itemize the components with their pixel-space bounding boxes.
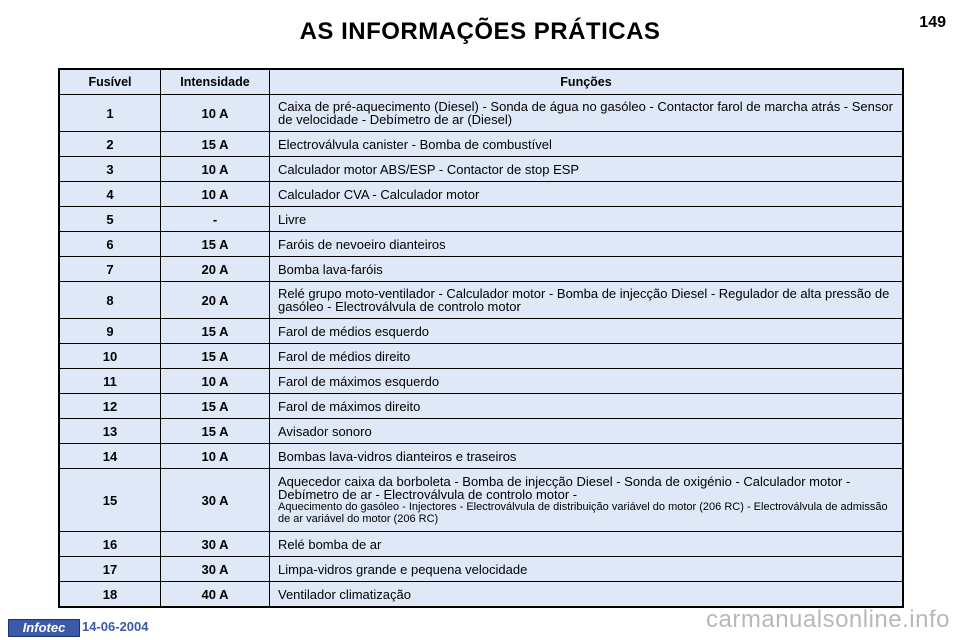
column-header-functions: Funções (270, 69, 904, 95)
fuse-intensity: 30 A (161, 557, 270, 582)
fuse-intensity: 15 A (161, 419, 270, 444)
fuse-functions: Bombas lava-vidros dianteiros e traseiros (270, 444, 904, 469)
fuse-functions: Livre (270, 207, 904, 232)
fuse-intensity: 10 A (161, 182, 270, 207)
table-row (59, 444, 903, 469)
fuse-functions: Ventilador climatização (270, 582, 904, 608)
table-row (59, 207, 903, 232)
fuse-number: 14 (59, 444, 161, 469)
table-row (59, 394, 903, 419)
table-row (59, 282, 903, 319)
table-row (59, 132, 903, 157)
fuse-intensity: 15 A (161, 132, 270, 157)
page-title: AS INFORMAÇÕES PRÁTICAS (299, 18, 661, 45)
fuse-number: 15 (59, 469, 161, 532)
fuse-intensity: 30 A (161, 469, 270, 532)
fuse-functions: Farol de médios direito (270, 344, 904, 369)
table-row (59, 469, 903, 532)
fuse-intensity: 10 A (161, 95, 270, 132)
fuse-number: 18 (59, 582, 161, 608)
table-row (59, 157, 903, 182)
column-header-intensity: Intensidade (161, 69, 270, 95)
fuse-intensity: 10 A (161, 157, 270, 182)
fuse-intensity: 15 A (161, 394, 270, 419)
fuse-functions: Caixa de pré-aquecimento (Diesel) - Sonda de água no gasóleo - Contactor farol de marcha atrás - Sensor de velocidade - Debímetro de ar (Diesel) (270, 95, 904, 132)
fuse-intensity: 30 A (161, 532, 270, 557)
table-row (59, 182, 903, 207)
fuse-number: 8 (59, 282, 161, 319)
fuse-intensity: - (161, 207, 270, 232)
table-row (59, 419, 903, 444)
fuse-functions: Bomba lava-faróis (270, 257, 904, 282)
fuse-functions-extra: Aquecimento do gasóleo - Injectores - Electroválvula de distribuição variável do motor (206 RC) - Electroválvula de admissão de ar variável do motor (206 RC) (278, 501, 888, 525)
fuse-intensity: 20 A (161, 282, 270, 319)
fuse-number: 3 (59, 157, 161, 182)
table-row (59, 95, 903, 132)
fuse-number: 5 (59, 207, 161, 232)
fuse-intensity: 15 A (161, 344, 270, 369)
fuse-intensity: 20 A (161, 257, 270, 282)
fuse-intensity: 15 A (161, 319, 270, 344)
fuse-number: 4 (59, 182, 161, 207)
fuse-number: 6 (59, 232, 161, 257)
table-row (59, 582, 903, 608)
fuse-number: 13 (59, 419, 161, 444)
fuse-number: 16 (59, 532, 161, 557)
fuse-number: 12 (59, 394, 161, 419)
fuse-number: 17 (59, 557, 161, 582)
fuse-functions: Faróis de nevoeiro dianteiros (270, 232, 904, 257)
fuse-intensity: 10 A (161, 444, 270, 469)
table-row (59, 232, 903, 257)
table-row (59, 257, 903, 282)
column-header-fuse: Fusível (59, 69, 161, 95)
fuse-functions: Avisador sonoro (270, 419, 904, 444)
fuse-number: 1 (59, 95, 161, 132)
fuse-functions: Calculador CVA - Calculador motor (270, 182, 904, 207)
footer-date: 14-06-2004 (82, 619, 149, 634)
fuse-number: 9 (59, 319, 161, 344)
fuse-functions: Relé grupo moto-ventilador - Calculador motor - Bomba de injecção Diesel - Regulador de alta pressão de gasóleo - Electroválvula de controlo motor (270, 282, 904, 319)
table-row (59, 557, 903, 582)
fuse-table (58, 68, 904, 608)
fuse-intensity: 15 A (161, 232, 270, 257)
table-row (59, 319, 903, 344)
page-number: 149 (919, 14, 946, 31)
table-row (59, 369, 903, 394)
table-row (59, 532, 903, 557)
fuse-functions (270, 469, 904, 532)
fuse-number: 7 (59, 257, 161, 282)
fuse-number: 11 (59, 369, 161, 394)
fuse-intensity: 10 A (161, 369, 270, 394)
fuse-functions: Calculador motor ABS/ESP - Contactor de stop ESP (270, 157, 904, 182)
fuse-number: 2 (59, 132, 161, 157)
table-row (59, 344, 903, 369)
fuse-functions: Farol de médios esquerdo (270, 319, 904, 344)
fuse-functions-main: Aquecedor caixa da borboleta - Bomba de injecção Diesel - Sonda de oxigénio - Calculador motor - Debímetro de ar - Electroválvula de controlo motor - (278, 474, 851, 502)
fuse-functions: Electroválvula canister - Bomba de combustível (270, 132, 904, 157)
table-header-row (59, 69, 903, 95)
fuse-functions: Farol de máximos esquerdo (270, 369, 904, 394)
fuse-number: 10 (59, 344, 161, 369)
fuse-intensity: 40 A (161, 582, 270, 608)
watermark: carmanualsonline.info (706, 606, 950, 633)
fuse-functions: Relé bomba de ar (270, 532, 904, 557)
infotec-logo: Infotec (8, 619, 80, 637)
fuse-functions: Limpa-vidros grande e pequena velocidade (270, 557, 904, 582)
fuse-functions: Farol de máximos direito (270, 394, 904, 419)
